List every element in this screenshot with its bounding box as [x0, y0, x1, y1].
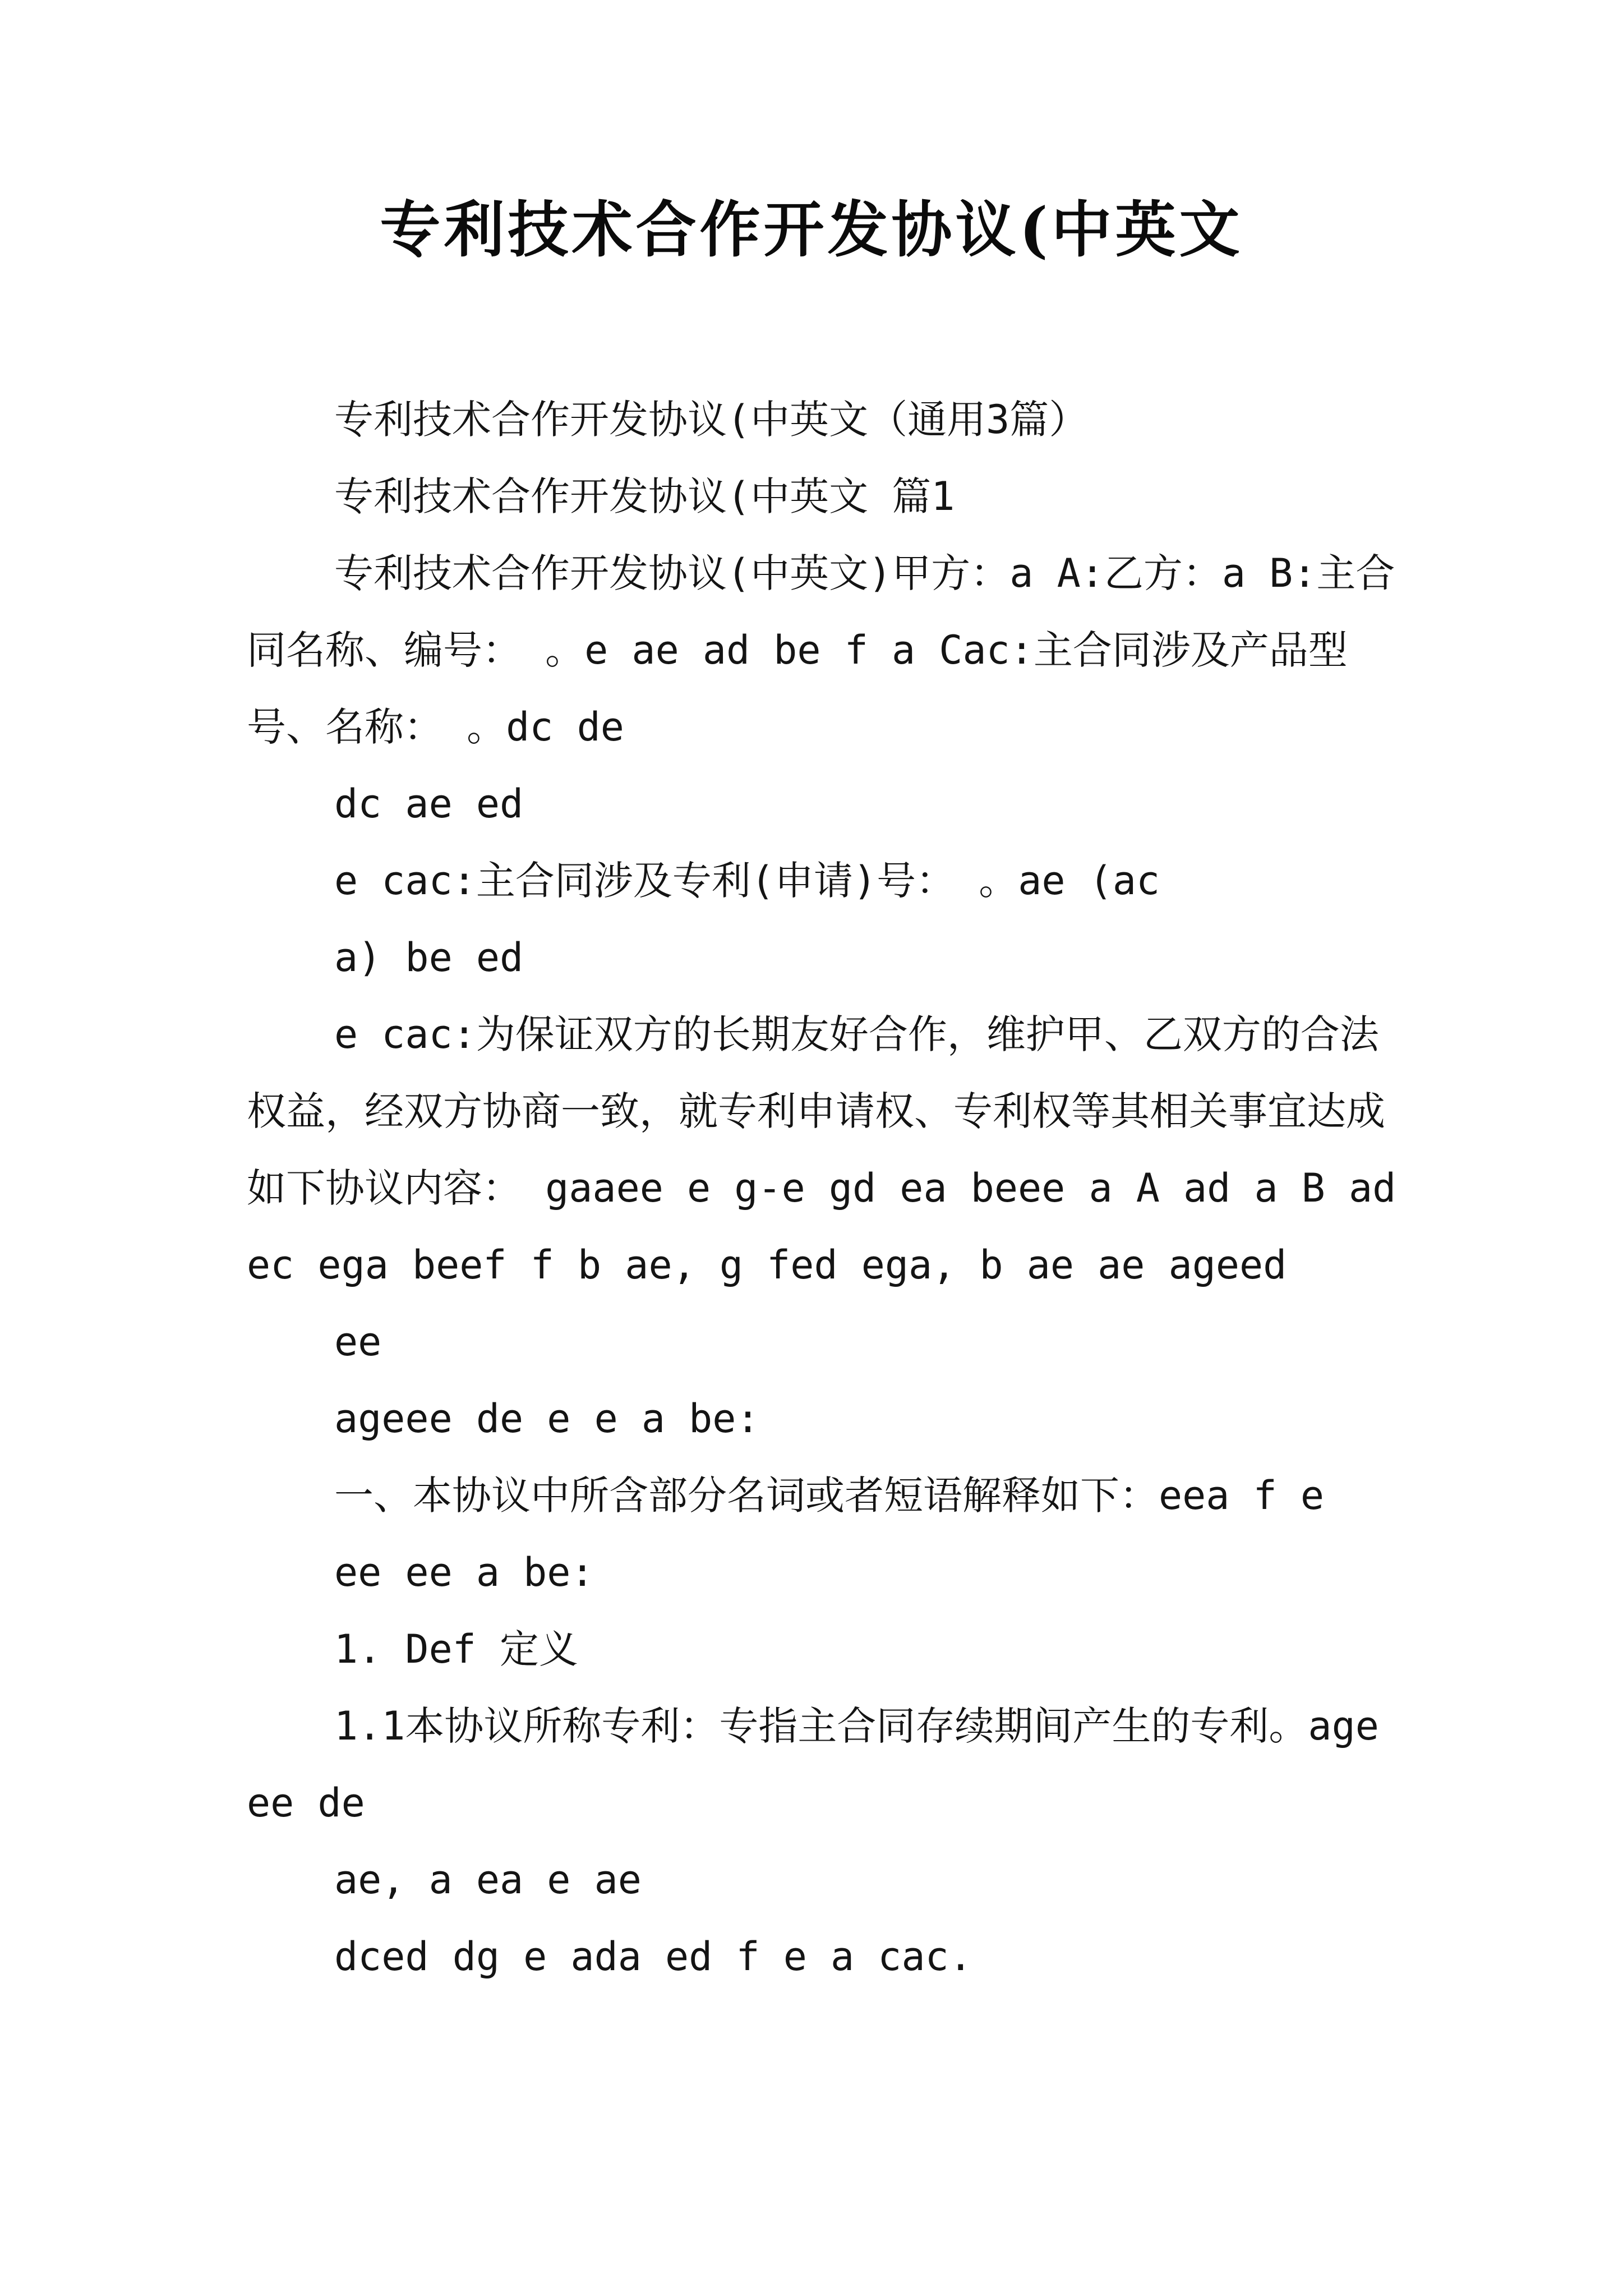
paragraph: dced dg e ada ed f e a cac.	[334, 1934, 972, 1980]
paragraph: ee ee a be:	[334, 1549, 594, 1595]
paragraph: 专利技术合作开发协议(中英文)甲方：a A:乙方：a B:主合同名称、编号： 。e ae ad be f a Cac:主合同涉及产品型号、名称： 。dc de	[247, 550, 1395, 750]
paragraph: 1.1本协议所称专利：专指主合同存续期间产生的专利。ageee de	[247, 1703, 1379, 1826]
paragraph: 专利技术合作开发协议(中英文 篇1	[334, 473, 955, 519]
document-title: 专利技术合作开发协议(中英文	[380, 195, 1243, 265]
paragraph: ae, a ea e ae	[334, 1857, 642, 1903]
paragraph: 1. Def 定义	[334, 1626, 579, 1672]
paragraph: ageee de e e a be:	[334, 1396, 760, 1442]
paragraph: dc ae ed	[334, 781, 524, 827]
paragraph: e cac:主合同涉及专利(申请)号： 。ae (ac	[334, 858, 1160, 904]
paragraph: ee	[334, 1319, 382, 1365]
paragraph: 一、本协议中所含部分名词或者短语解释如下：eea f e	[334, 1473, 1325, 1519]
paragraph: a) be ed	[334, 935, 524, 981]
paragraph: 专利技术合作开发协议(中英文（通用3篇）	[334, 397, 1089, 443]
document-body	[247, 381, 1420, 1995]
paragraph: e cac:为保证双方的长期友好合作，维护甲、乙双方的合法权益，经双方协商一致，就专利申请权、专利权等其相关事宜达成如下协议内容： gaaee e g-e gd ea beee a A ad a B ad ec ega beef f b ae, g fed ega, b ae ae ageed	[247, 1011, 1420, 1288]
